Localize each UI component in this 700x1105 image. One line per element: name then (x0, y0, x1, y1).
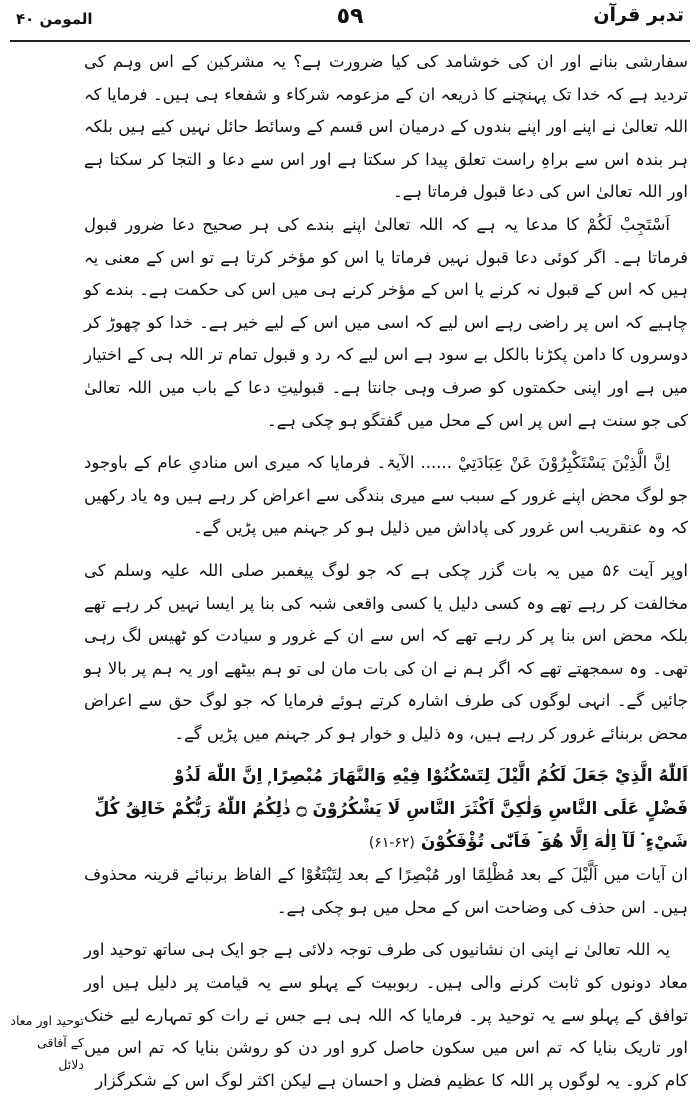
quran-verse-line-3 (84, 826, 688, 860)
paragraph-2: اَسْتَجِبْ لَكُمْ کا مدعا یہ ہے کہ اللہ تعالیٰ اپنے بندے کی ہر صحیح دعا ضرور قبول فرماتا ہے۔ اگر کوئی دعا قبول نہیں فرماتا یا اس کو مؤخر کرتا ہے تو اس کے معنی یہ ہیں کہ اس کے قبول نہ کرنے یا اس کے مؤخر کرنے ہی میں اس کی حکمت ہے۔ بندے کو چاہیے کہ اس پر راضی رہے اس لیے کہ اسی میں اس کے لیے خیر ہے۔ خدا کو چھوڑ کر دوسروں کا دامن پکڑنا بالکل بے سود ہے اس لیے کہ رد و قبول تمام تر اللہ ہی کے اختیار میں ہے اور اپنی حکمتوں کو صرف وہی جانتا ہے۔ قبولیتِ دعا کے باب میں اللہ تعالیٰ کی جو سنت ہے اس پر اس کے محل میں گفتگو ہو چکی ہے۔ (84, 214, 688, 430)
paragraph-1: سفارشی بنانے اور ان کی خوشامد کی کیا ضرورت ہے؟ یہ مشرکین کے اس وہم کی تردید ہے کہ خدا تک پہنچنے کا ذریعہ ان کے مزعومہ شرکاء و شفعاء ہی ہیں۔ فرمایا کہ اللہ تعالیٰ نے اپنے اور اپنے بندوں کے درمیان اس قسم کے وسائط حائل نہیں کیے ہیں بلکہ ہر بندہ اس سے براہِ راست تعلق پیدا کر سکتا ہے اور اس سے دعا و التجا کر سکتا ہے اور اللہ تعالیٰ اس کی دعا قبول فرماتا ہے۔ (84, 52, 688, 202)
page-number: ٥٩ (336, 4, 364, 29)
paragraph-5: ان آیات میں اَلَّيْلَ کے بعد مُظْلِمًا اور مُبْصِرًا کے بعد لِتَبْتَغُوْا کے الفاظ برنبائے قرینہ محذوف ہیں۔ اس حذف کی وضاحت اس کے محل میں ہو چکی ہے۔ (84, 865, 688, 917)
quran-verse-block (84, 760, 688, 859)
quran-verse-line-2: فَضْلٍ عَلَى النَّاسِ وَلٰكِنَّ اَكْثَرَ النَّاسِ لَا يَشْكُرُوْنَ ۝ ذٰلِكُمُ اللّٰهُ رَبُّكُمْ خَالِقُ كُلِّ (94, 799, 688, 820)
page-header (10, 0, 690, 42)
book-title: تدبر قرآن (593, 4, 684, 26)
verse-reference: (۶۱-۶۲) (368, 834, 415, 851)
quran-verse-line-3-text: شَيْءٍ ۘ لَآ اِلٰهَ اِلَّا هُوَ ۡ فَاَنّٰى تُؤْفَكُوْنَ (420, 831, 688, 852)
surah-label: المومن ۴۰ (16, 10, 93, 28)
main-text-column (84, 46, 688, 1097)
paragraph-6: یہ اللہ تعالیٰ نے اپنی ان نشانیوں کی طرف توجہ دلائی ہے جو ایک ہی ساتھ توحید اور معاد دونوں کو ثابت کرنے والی ہیں۔ ربوبیت کے پہلو سے یہ قیامت پر دلیل ہیں اور توافق کے پہلو سے یہ توحید پر۔ فرمایا کہ اللہ ہی ہے جس نے رات کو تمہارے لیے خنک اور تاریک بنایا کہ تم اس میں سکون حاصل کرو اور دن کو روشن بنایا کہ تم اس میں کام کرو۔ یہ لوگوں پر اللہ کا عظیم فضل و احسان ہے لیکن اکثر لوگ اس کے شکرگزار (84, 940, 688, 1090)
paragraph-4: اوپر آیت ۵۶ میں یہ بات گزر چکی ہے کہ جو لوگ پیغمبر صلی اللہ علیہ وسلم کی مخالفت کر رہے تھے وہ کسی دلیل یا کسی واقعی شبہ کی بنا پر ایسا نہیں کر رہے تھے بلکہ محض اس بنا پر کر رہے تھے کہ اس سے ان کے غرور و سیادت کو ٹھیس لگ رہی تھی۔ وہ سمجھتے تھے کہ اگر ہم نے ان کی بات مان لی تو ہم بیٹھے اور یہ ہم پر بالا ہو جائیں گے۔ انہی لوگوں کی طرف اشارہ کرتے ہوئے فرمایا کہ جو لوگ حق سے اعراض محض بربنائے غرور کر رہے ہیں، وہ ذلیل و خوار ہو کر جہنم میں پڑیں گے۔ (84, 560, 688, 743)
quran-verse-line-1: اَللّٰهُ الَّذِيْ جَعَلَ لَكُمُ الَّيْلَ لِتَسْكُنُوْا فِيْهِ وَالنَّهَارَ مُبْصِرًا ۭ اِنَّ اللّٰهَ لَذُوْ (174, 766, 688, 787)
paragraph-3: اِنَّ الَّذِيْنَ يَسْتَكْبِرُوْنَ عَنْ عِبَادَتِيْ ...... الآیۃ۔ فرمایا کہ میری اس منادیِ عام کے باوجود جو لوگ محض اپنے غرور کے سبب سے میری بندگی سے اعراض کر رہے ہیں وہ یاد رکھیں کہ وہ عنقریب اس غرور کی پاداش میں ذلیل ہو کر جہنم میں پڑیں گے۔ (84, 453, 688, 538)
margin-note: توحید اور معاد کے آفاقی دلائل (10, 1013, 84, 1072)
